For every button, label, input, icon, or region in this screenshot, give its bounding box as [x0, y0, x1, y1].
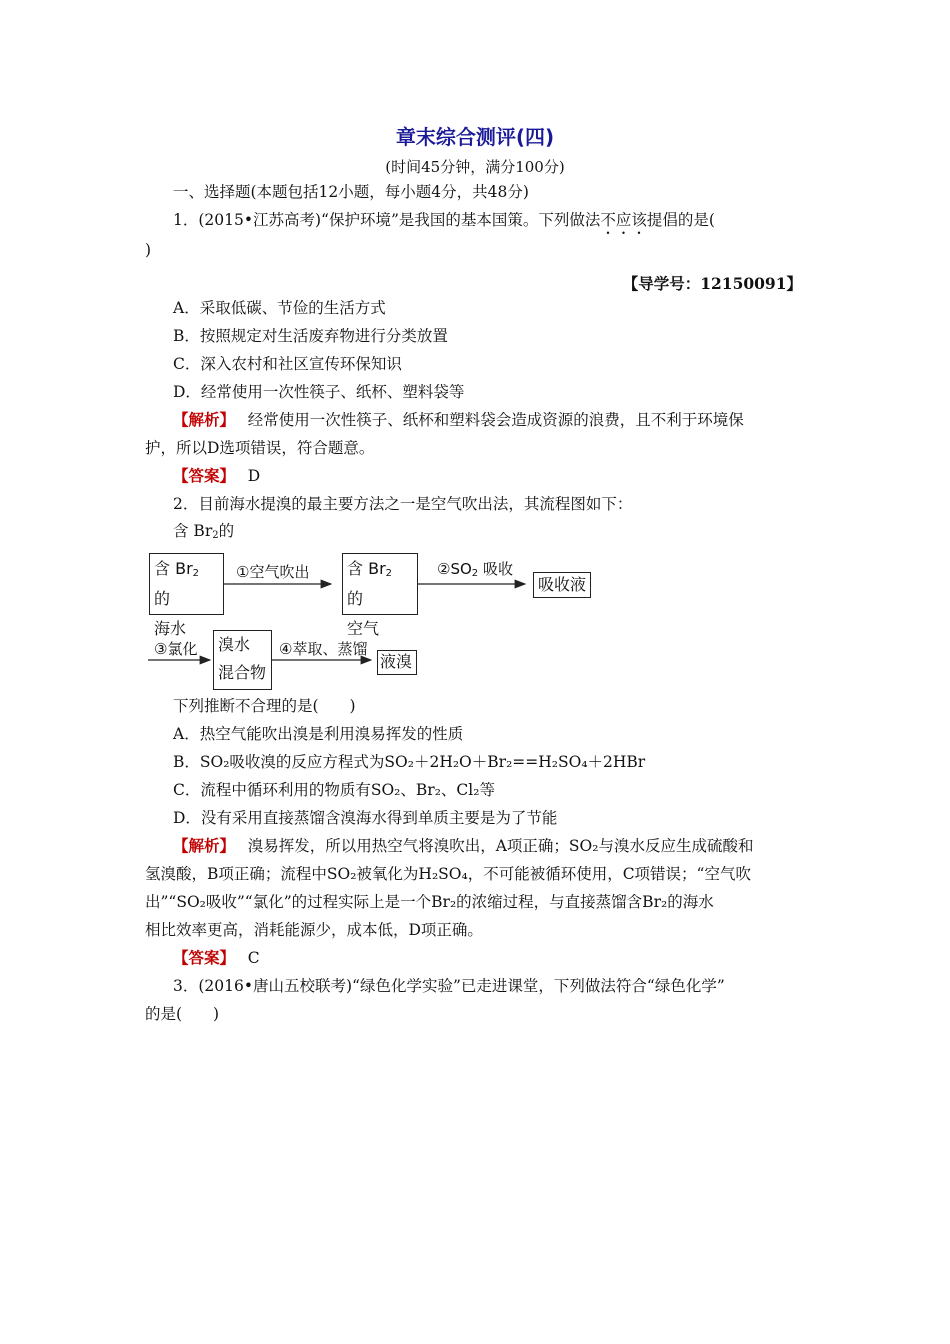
- q3-stem-line-2: 的是( ): [145, 1005, 220, 1023]
- q1-analysis-line-1: 【解析】 经常使用一次性筷子、纸杯和塑料袋会造成资源的浪费，且不利于环境保: [173, 410, 744, 429]
- flow-step-so2-absorb: $②SO_2$ 吸收: [437, 560, 513, 579]
- q2-analysis-line-4: 相比效率更高，消耗能源少，成本低，D项正确。: [145, 921, 483, 939]
- q1-option-c: C．深入农村和社区宣传环保知识: [173, 355, 402, 373]
- flow-step-chlorinate: ③氯化: [154, 640, 198, 658]
- q2-question: 下列推断不合理的是( ): [173, 697, 356, 715]
- q2-analysis-line-1: 【解析】 溴易挥发，所以用热空气将溴吹出，A项正确；SO₂与溴水反应生成硫酸和: [173, 836, 754, 855]
- flow-step-air-blow: ①空气吹出: [236, 563, 310, 581]
- flow-box-air: 含 $Br_2$ 的 空气: [342, 553, 418, 615]
- q1-option-b: B．按照规定对生活废弃物进行分类放置: [173, 327, 448, 345]
- q3-stem-line-1: 3．(2016•唐山五校联考)“绿色化学实验”已走进课堂，下列做法符合“绿色化学”: [173, 977, 725, 995]
- q1-emphasis: 不应该: [600, 211, 647, 229]
- q1-stem-end: ): [145, 241, 152, 259]
- q2-stem: 2．目前海水提溴的最主要方法之一是空气吹出法，其流程图如下：: [173, 495, 633, 513]
- page-title: 章末综合测评(四): [395, 125, 555, 149]
- q1-option-a: A．采取低碳、节俭的生活方式: [173, 299, 386, 317]
- q2-answer: 【答案】 C: [173, 948, 260, 967]
- answer-tag: 【答案】: [173, 466, 228, 485]
- q2-option-b: B．SO₂吸收溴的反应方程式为SO₂＋2H₂O＋Br₂==H₂SO₄＋2HBr: [173, 753, 646, 771]
- flow-box-bromine-water: 溴水 混合物: [213, 630, 272, 690]
- q2-analysis-line-3: 出”“SO₂吸收”“氯化”的过程实际上是一个Br₂的浓缩过程，与直接蒸馏含Br₂的海水: [145, 893, 714, 911]
- q2-option-a: A．热空气能吹出溴是利用溴易挥发的性质: [173, 725, 464, 743]
- flow-box-absorbent: 吸收液: [533, 572, 591, 598]
- q1-option-d: D．经常使用一次性筷子、纸杯、塑料袋等: [173, 383, 465, 401]
- flow-box-liquid-bromine: 液溴: [377, 650, 417, 675]
- flow-step-extract-distill: ④萃取、蒸馏: [279, 640, 368, 658]
- q2-option-d: D．没有采用直接蒸馏含溴海水得到单质主要是为了节能: [173, 809, 558, 827]
- section-heading: 一、选择题(本题包括12小题，每小题4分，共48分): [173, 183, 529, 201]
- q2-option-c: C．流程中循环利用的物质有SO₂、Br₂、Cl₂等: [173, 781, 495, 799]
- q2-pre-label: 含 $Br_2$的: [173, 522, 235, 541]
- q1-stem: 1．(2015•江苏高考)“保护环境”是我国的基本国策。下列做法不应该提倡的是(: [173, 211, 715, 229]
- flow-box-seawater: 含 $Br_2$ 的 海水: [149, 553, 224, 615]
- q1-answer: 【答案】 D: [173, 466, 261, 485]
- answer-tag: 【答案】: [173, 948, 228, 967]
- guide-number: 【导学号：12150091】: [622, 274, 802, 293]
- analysis-tag: 【解析】: [173, 836, 228, 855]
- q2-analysis-line-2: 氢溴酸，B项正确；流程中SO₂被氧化为H₂SO₄，不可能被循环使用，C项错误；“空气吹: [145, 865, 751, 883]
- page-subtitle: (时间45分钟，满分100分): [385, 158, 565, 176]
- analysis-tag: 【解析】: [173, 410, 228, 429]
- q1-analysis-line-2: 护，所以D选项错误，符合题意。: [145, 439, 375, 457]
